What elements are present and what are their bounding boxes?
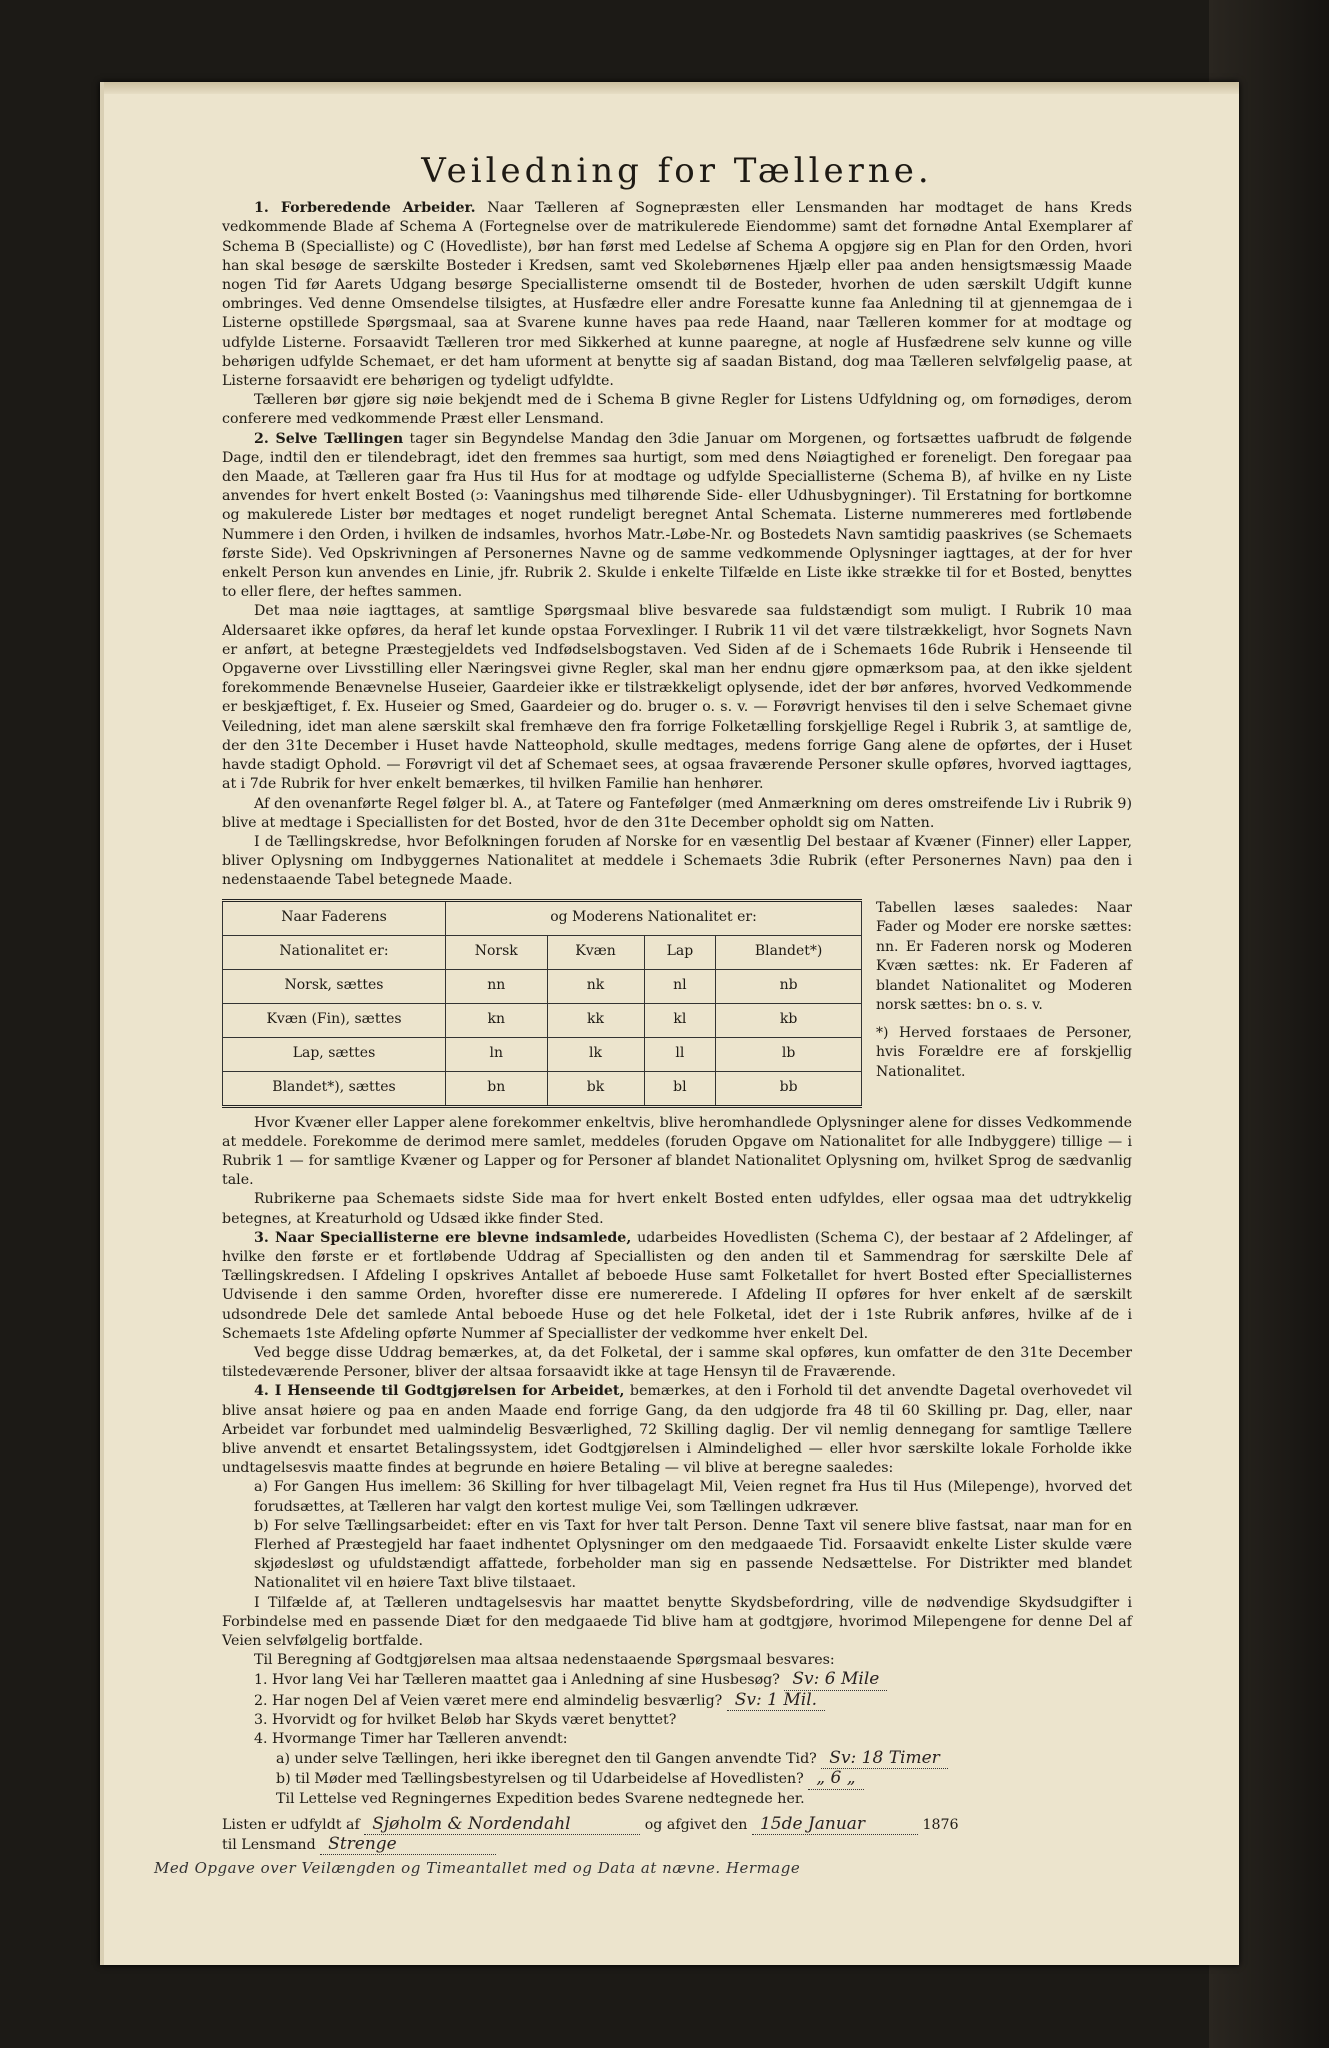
table-row-label: Norsk, sættes	[223, 969, 446, 1003]
section-2-para3: Af den ovenanførte Regel følger bl. A., at Tatere og Fantefølger (med Anmærkning om deres omstreifende Liv i Rubrik 9) blive at medtage i Speciallisten for det Bosted, hvor de den 31te December opholdt sig om Natten.	[222, 795, 1132, 831]
question-list	[222, 1670, 1132, 1808]
document-page	[100, 82, 1239, 1965]
section-4-heading: 4. I Henseende til Godtgjørelsen for Arbeidet,	[254, 1383, 625, 1400]
nationality-table	[222, 899, 862, 1108]
section-1-text: Naar Tælleren af Sognepræsten eller Lensmanden har modtaget de hans Kreds vedkommende Blade af Schema A (Fortegnelse over de matrikulerede Eiendomme) samt det fornødne Antal Exemplarer af Schema B (Specialliste) og C (Hovedliste), bør han først med Ledelse af Schema A opgjøre sig en Plan for den Orden, hvori han skal besøge de særskilte Bosteder i Kredsen, samt ved Skolebørnenes Hjælp eller paa anden hensigtsmæssig Maade nogen Tid før Aarets Udgang besørge Speciallisterne omsendt til de Bosteder, hvorhen de uden særskilt Udgift kunne ombringes. Ved denne Omsendelse tilsigtes, at Husfædre eller andre Foresatte kunne faa Anledning til at gjennemgaa de i Listerne opstillede Spørgsmaal, saa at Svarene kunne haves paa rede Haand, naar Tælleren kommer for at modtage og udfylde Listerne. Forsaavidt Tælleren tror med Sikkerhed at kunne paaregne, at nogle af Husfædrene selv kunne og ville behørigen udfylde Schemaet, er det ham uforment at benytte sig af saadan Bistand, dog maa Tælleren selvfølgelig paase, at Listerne forsaavidt ere behørigen og tydeligt udfyldte.	[222, 200, 1132, 390]
section-3	[222, 1229, 1132, 1344]
table-cell: nl	[644, 969, 716, 1003]
table-cell: kk	[547, 1003, 644, 1037]
table-explanation	[876, 899, 1132, 1108]
question-4a	[254, 1749, 1132, 1769]
section-3-text: udarbeides Hovedlisten (Schema C), der bestaar af 2 Afdelinger, af hvilke den første er et fortløbende Uddrag af Speciallisten og den anden til et Sammendrag for særskilte Dele af Tællingskredsen. I Afdeling I opskrives Antallet af beboede Huse samt Folketallet for hvert Bosted efter Speciallisternes Udvisende i den samme Orden, hvorefter disse ere numererede. I Afdeling II opføres for hver enkelt af de særskilt udsondrede Dele det samlede Antal beboede Huse og det hele Folketal, idet der i 1ste Rubrik anføres, hvilke af de i Schemaets 1ste Afdeling opførte Nummer af Speciallister der vedkomme hver enkelt Del.	[222, 1229, 1132, 1342]
section-3-para2: Ved begge disse Uddrag bemærkes, at, da det Folketal, der i samme skal opføres, kun omfatter de den 31te December tilstedeværende Personer, bliver der altsaa forsaavidt ikke at tage Hensyn til de Fraværende.	[222, 1344, 1132, 1381]
section-2-para2: Det maa nøie iagttages, at samtlige Spørgsmaal blive besvarede saa fuldstændigt som muligt. I Rubrik 10 maa Aldersaaret ikke opføres, da heraf let kunde opstaa Forvexlinger. I Rubrik 11 vil det være tilstrækkeligt, hvor Sognets Navn er anført, at betegne Præstegjeldets ved Indfødselsbogstaven. Ved Siden af de i Schemaets 16de Rubrik i Henseende til Opgaverne over Livsstilling eller Næringsvei givne Regler, skal man her endnu gjøre opmærksom paa, at den ikke sjeldent forekommende Benævnelse Huseier, Gaardeier ikke er tilstrækkeligt oplysende, idet der bør anføres, hvorved Vedkommende er beskjæftiget, f. Ex. Huseier og Smed, Gaardeier og do. bruger o. s. v. — Forøvrigt henvises til den i selve Schemaet givne Veiledning, idet man alene særskilt skal fremhæve den fra forrige Folketælling forskjellige Regel i Rubrik 3, at samtlige de, der den 31te December i Huset havde Natteophold, skulle medtages, medens forrige Gang alene de opførtes, der i Huset havde stadigt Ophold. — Forøvrigt vil det af Schemaet sees, at ogsaa fraværende Personer skulle opføres, hvorved iagttages, at i 7de Rubrik for hver enkelt bemærkes, til hvilken Familie han henhører.	[222, 603, 1132, 793]
section-1	[222, 199, 1132, 391]
table-head-mother: og Moderens Nationalitet er:	[446, 900, 862, 935]
table-cell: kn	[446, 1003, 548, 1037]
table-cell: kb	[716, 1003, 862, 1037]
section-4-para2: I Tilfælde af, at Tælleren undtagelsesvis har maattet benytte Skydsbefordring, ville de nødvendige Skydsudgifter i Forbindelse med en passende Diæt for den medgaaede Tid blive ham at godtgjøre, hvorimod Milepengene for denne Del af Veien selvfølgelig bortfalde.	[222, 1594, 1132, 1649]
answer-2-field[interactable]: Sv: 1 Mil.	[727, 1691, 825, 1711]
question-4	[254, 1730, 1132, 1749]
section-1-heading: 1. Forberedende Arbeider.	[254, 200, 476, 217]
section-4-text: bemærkes, at den i Forhold til det anvendte Dagetal overhovedet vil blive ansat høiere og paa en anden Maade end forrige Gang, da den udgjorde fra 48 til 60 Skilling pr. Dag, eller, naar Arbeidet var forbundet med ualmindelig Besværlighed, 72 Skilling daglig. Der vil nemlig dennegang for samtlige Tællere blive anvendt et ensartet Betalingssystem, idet Godtgjørelsen i Almindelighed — eller hvor særskilte lokale Forholde ikke undtagelsesvis maatte findes at begrunde en høiere Betaling — vil blive at beregne saaledes:	[222, 1383, 1132, 1477]
section-2-para4: I de Tællingskredse, hvor Befolkningen foruden af Norske for en væsentlig Del bestaar af Kvæner (Finner) eller Lapper, bliver Oplysning om Indbyggernes Nationalitet at meddele i Schemaets 3die Rubrik (efter Personernes Navn) paa den i nedenstaaende Tabel betegnede Maade.	[222, 833, 1132, 889]
lensmand-label: til Lensmand	[222, 1837, 316, 1854]
table-head-father-1: Naar Faderens	[223, 900, 446, 935]
section-2-heading: 2. Selve Tællingen	[254, 430, 404, 447]
question-2	[254, 1691, 1132, 1711]
question-4b-text: b) til Møder med Tællingsbestyrelsen og til Udarbeidelse af Hovedlisten?	[276, 1771, 804, 1788]
question-2-text: 2. Har nogen Del af Veien været mere end almindelig besværlig?	[254, 1692, 723, 1709]
table-cell: bl	[644, 1071, 716, 1106]
table-cell: nb	[716, 969, 862, 1003]
question-3	[254, 1711, 1132, 1730]
table-cell: bn	[446, 1071, 548, 1106]
table-cell: ln	[446, 1037, 548, 1071]
delivered-label: og afgivet den	[644, 1816, 748, 1833]
section-3-heading: 3. Naar Speciallisterne ere blevne indsamlede,	[254, 1229, 632, 1246]
filled-by-field[interactable]: Sjøholm & Nordendahl	[364, 1815, 640, 1835]
question-3-text: 3. Hvorvidt og for hvilket Beløb har Skyds været benyttet?	[254, 1711, 677, 1728]
table-cell: nn	[446, 969, 548, 1003]
date-field[interactable]: 15de Januar	[752, 1815, 918, 1835]
listen-label: Listen er udfyldt af	[222, 1816, 360, 1833]
table-row	[223, 1071, 862, 1106]
table-cell: ll	[644, 1037, 716, 1071]
table-row-label: Blandet*), sættes	[223, 1071, 446, 1106]
table-col-header: Lap	[644, 935, 716, 969]
table-col-header: Kvæn	[547, 935, 644, 969]
section-4-item-b: b) For selve Tællingsarbeidet: efter en vis Taxt for hver talt Person. Denne Taxt vil senere blive fastsat, naar man for en Flerhed af Præstegjeld har faaet indhentet Oplysninger om den medgaaede Tid. Forsaavidt enkelte Lister skulde være skjødesløst og ufuldstændigt affattede, forbeholder man sig en passende Nedsættelse. For Distrikter med blandet Nationalitet vil en høiere Taxt blive tilstaaet.	[254, 1517, 1132, 1592]
table-row	[223, 969, 862, 1003]
table-row	[223, 1003, 862, 1037]
year-label: 1876	[922, 1816, 959, 1833]
question-4b	[254, 1769, 1132, 1789]
lensmand-line	[222, 1835, 1132, 1855]
page-top-edge	[104, 82, 1239, 94]
table-footnote: *) Herved forstaaes de Personer, hvis Forældre ere af forskjellig Nationalitet.	[876, 1024, 1132, 1080]
section-4-para3: Til Beregning af Godtgjørelsen maa altsaa nedenstaaende Spørgsmaal besvares:	[254, 1652, 835, 1669]
table-head-father-2: Nationalitet er:	[223, 935, 446, 969]
section-4	[222, 1382, 1132, 1478]
section-4-item-a: a) For Gangen Hus imellem: 36 Skilling for hver tilbagelagt Mil, Veien regnet fra Hus til Hus (Milepenge), hvorved det forudsættes, at Tælleren har valgt den kortest mulige Vei, som Tællingen udkræver.	[254, 1479, 1132, 1515]
section-2-text: tager sin Begyndelse Mandag den 3die Januar om Morgenen, og fortsættes uafbrudt de følgende Dage, indtil den er tilendebragt, idet den fremmes saa hurtigt, som med dens Nøiagtighed er foreneligt. Den foregaar paa den Maade, at Tælleren gaar fra Hus til Hus for at modtage og udfylde Speciallisterne (Schema B), af hvilke en ny Liste anvendes for hvert enkelt Bosted (ɔ: Vaaningshus med tilhørende Side- eller Udhusbygninger). Til Erstatning for bortkomne og makulerede Lister bør medtages et noget rundeligt beregnet Antal Schemata. Listerne nummereres med fortløbende Nummere i den Orden, i hvilken de indsamles, hvorhos Matr.-Løbe-Nr. og Bostedets Navn samtidig paaskrives (se Schemaets første Side). Ved Opskrivningen af Personernes Navne og de samme vedkommende Oplysninger iagttages, at der for hver enkelt Person kun anvendes en Linie, jfr. Rubrik 2. Skulde i enkelte Tilfælde en Liste ikke strække til for et Bosted, benyttes to eller flere, der heftes sammen.	[222, 430, 1132, 601]
table-col-header: Norsk	[446, 935, 548, 969]
answer-4a-field[interactable]: Sv: 18 Timer	[821, 1749, 948, 1769]
table-row-label: Lap, sættes	[223, 1037, 446, 1071]
table-row-label: Kvæn (Fin), sættes	[223, 1003, 446, 1037]
question-4a-text: a) under selve Tællingen, heri ikke iberegnet den til Gangen anvendte Tid?	[276, 1751, 817, 1768]
answer-4b-field[interactable]: „ 6 „	[808, 1769, 863, 1789]
table-cell: bb	[716, 1071, 862, 1106]
question-4-text: 4. Hvormange Timer har Tælleren anvendt:	[254, 1731, 568, 1748]
final-note: Til Lettelse ved Regningernes Expedition bedes Svarene nedtegnede her.	[276, 1790, 805, 1807]
table-cell: bk	[547, 1071, 644, 1106]
section-2	[222, 430, 1132, 603]
document-body	[222, 151, 1132, 1855]
table-row	[223, 1037, 862, 1071]
question-1-text: 1. Hvor lang Vei har Tælleren maattet gaa i Anledning af sine Husbesøg?	[254, 1672, 780, 1689]
table-cell: kl	[644, 1003, 716, 1037]
listen-line	[222, 1815, 1132, 1835]
table-cell: lk	[547, 1037, 644, 1071]
handwritten-note: Med Opgave over Veilængden og Timeantallet med og Data at nævne. Hermage	[154, 1859, 801, 1877]
lensmand-field[interactable]: Strenge	[320, 1835, 496, 1855]
answer-1-field[interactable]: Sv: 6 Mile	[784, 1670, 887, 1690]
section-1-para2: Tælleren bør gjøre sig nøie bekjendt med de i Schema B givne Regler for Listens Udfyldning og, om fornødiges, derom conferere med vedkommende Præst eller Lensmand.	[222, 392, 1132, 428]
table-col-header: Blandet*)	[716, 935, 862, 969]
table-cell: lb	[716, 1037, 862, 1071]
table-note: Tabellen læses saaledes: Naar Fader og Moder ere norske sættes: nn. Er Faderen norsk og Moderen Kvæn sættes: nk. Er Faderen af blandet Nationalitet og Moderen norsk sættes: bn o. s. v.	[876, 899, 1132, 1014]
document-title: Veiledning for Tællerne.	[421, 151, 933, 191]
question-1	[254, 1670, 1132, 1690]
nationality-block	[222, 899, 1132, 1108]
table-cell: nk	[547, 969, 644, 1003]
after-table-para1: Hvor Kvæner eller Lapper alene forekommer enkeltvis, blive heromhandlede Oplysninger alene for disses Vedkommende at meddele. Forekomme de derimod mere samlet, meddeles (foruden Opgave om Nationalitet for alle Indbyggere) tillige — i Rubrik 1 — for samtlige Kvæner og Lapper og for Personer af blandet Nationalitet Oplysning om, hvilket Sprog de sædvanlig tale.	[222, 1114, 1132, 1189]
after-table-para2: Rubrikerne paa Schemaets sidste Side maa for hvert enkelt Bosted enten udfyldes, eller ogsaa maa det udtrykkelig betegnes, at Kreaturhold og Udsæd ikke finder Sted.	[222, 1191, 1132, 1227]
